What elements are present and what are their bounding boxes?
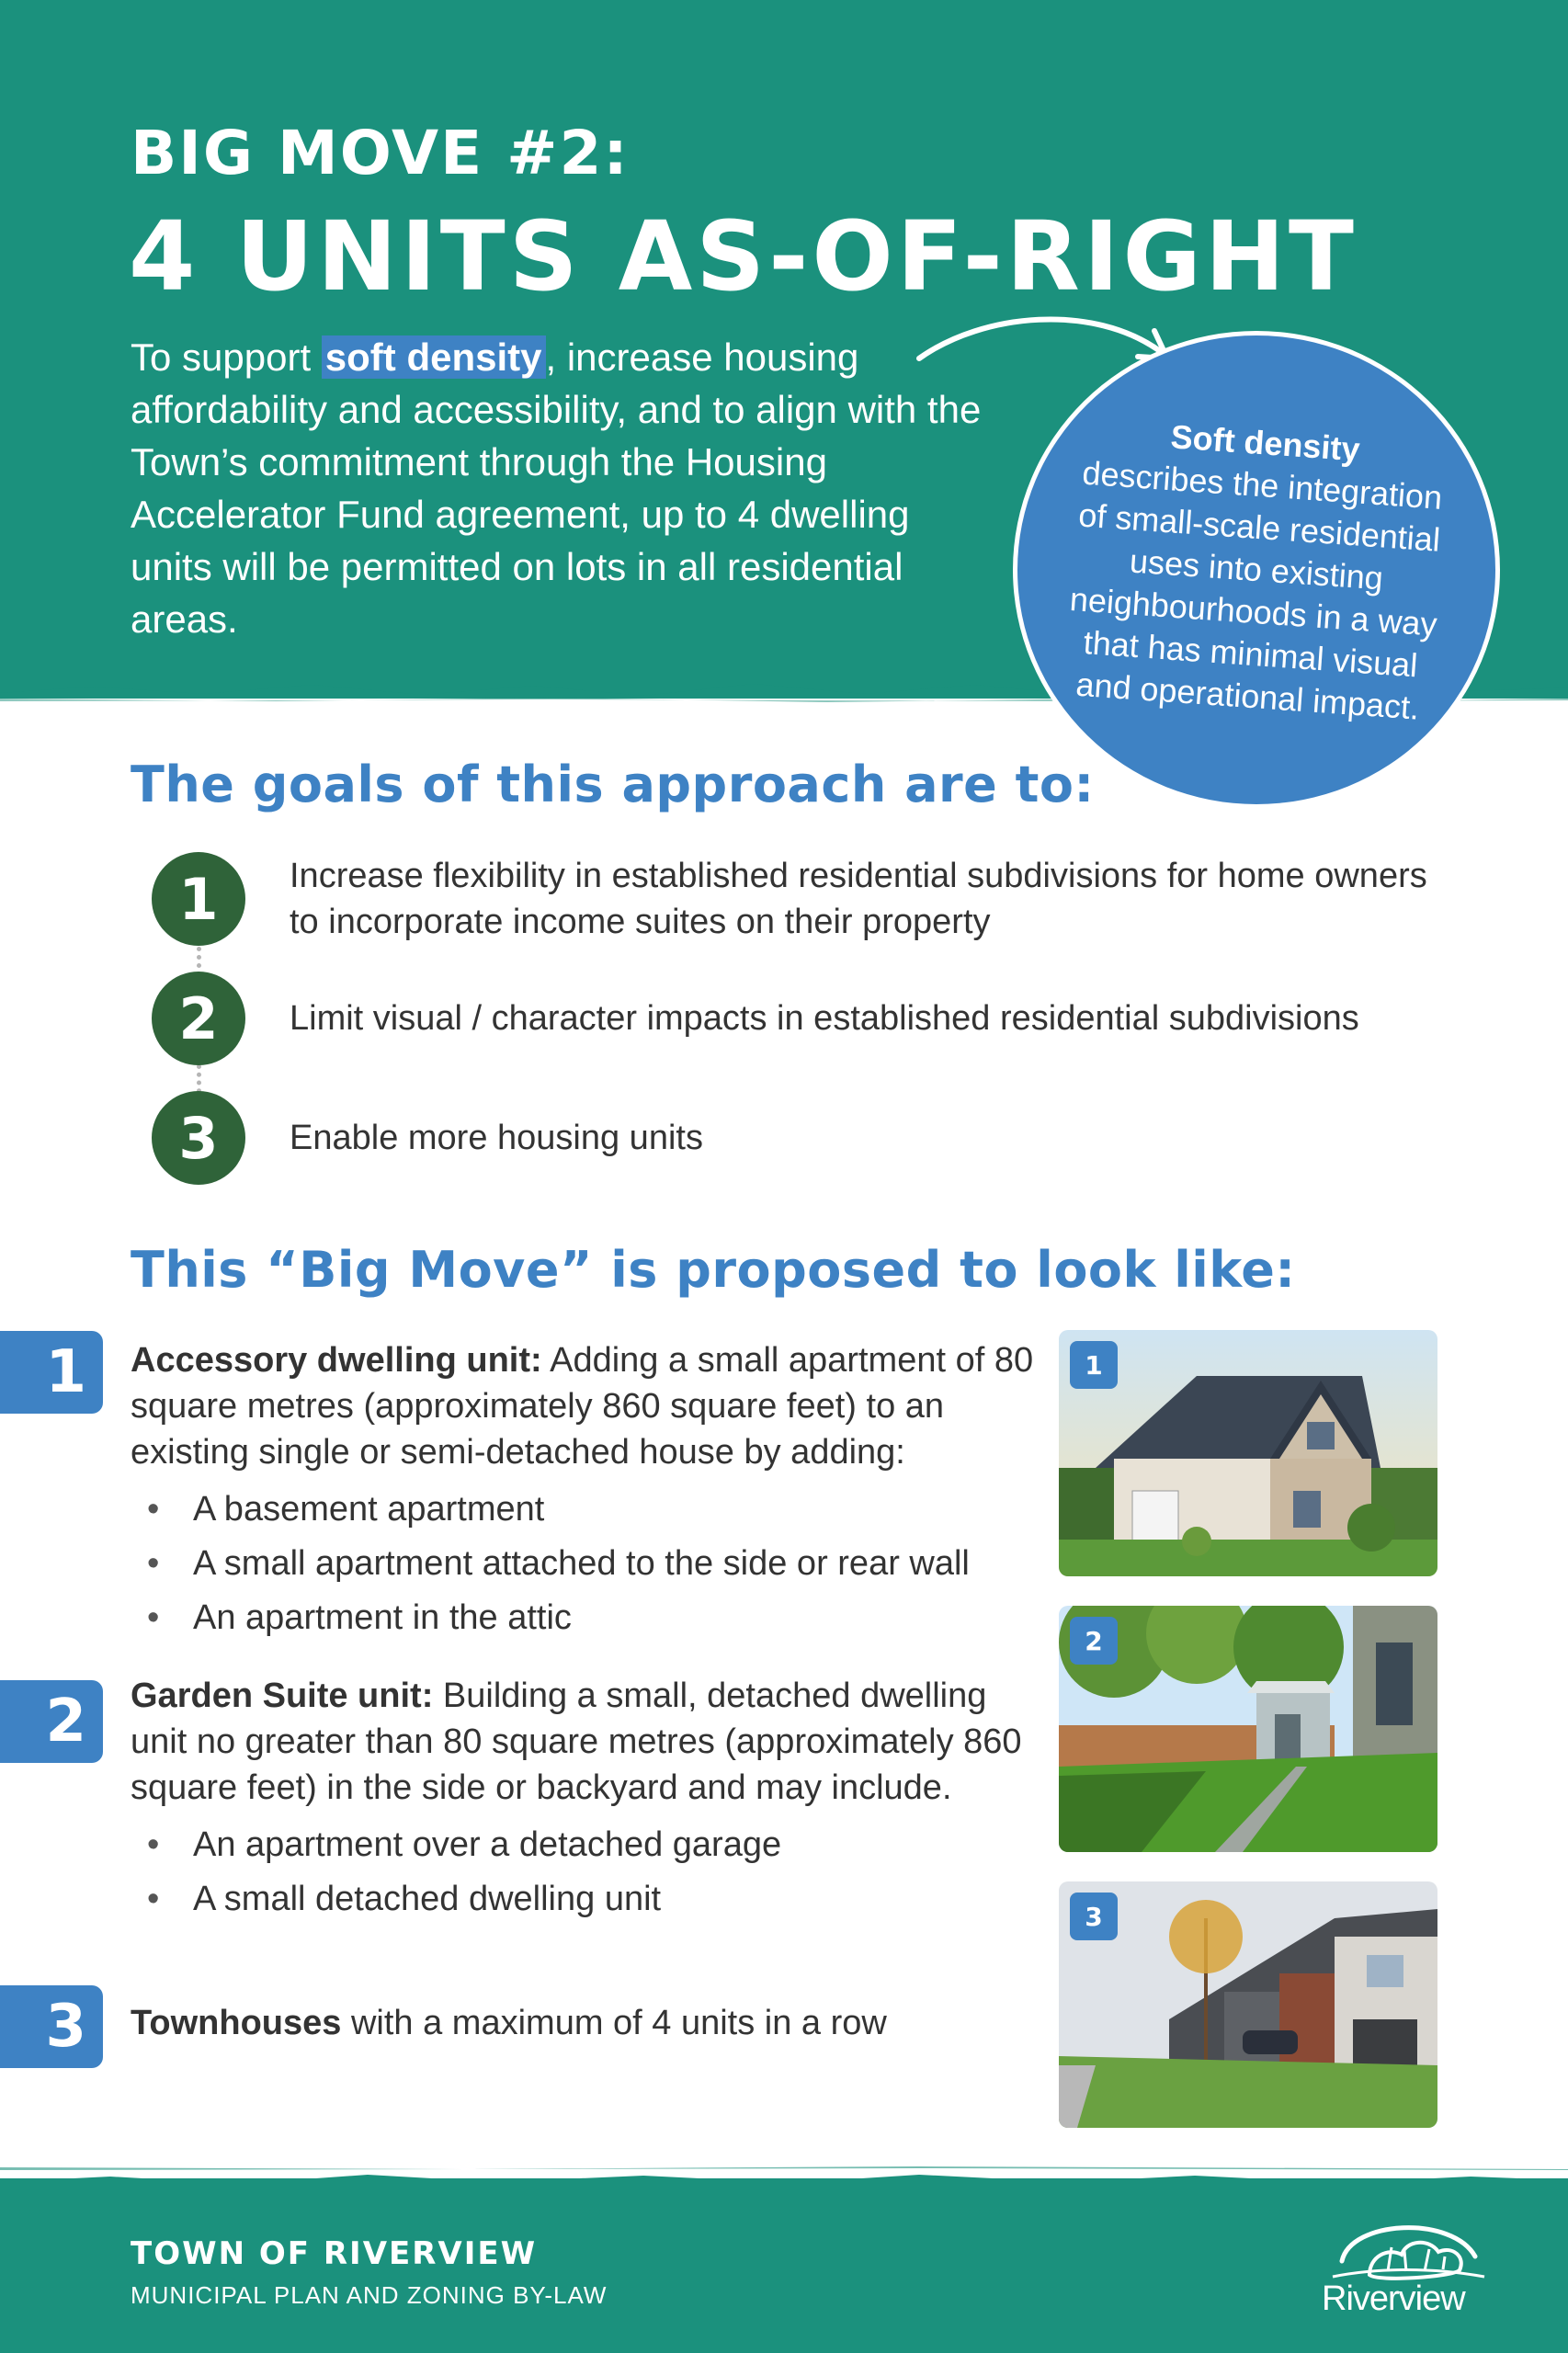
photo-badge: 2 — [1070, 1617, 1118, 1665]
goal-number-badge: 1 — [152, 852, 245, 946]
kicker-text: BIG MOVE #2: — [131, 118, 630, 188]
photo-garden-suite — [1059, 1606, 1437, 1852]
definition-term: Soft density — [1169, 417, 1361, 469]
photo-townhouses — [1059, 1881, 1437, 2128]
list-item: • A basement apartment — [131, 1483, 1040, 1537]
list-item: • An apartment over a detached garage — [131, 1818, 1040, 1872]
bullet-list — [131, 1818, 1040, 1927]
definition-text: describes the integration of small-scale residential uses into existing neighbourhoods in a way that has minimal visual and operational impact. — [1068, 453, 1444, 727]
soft-density-highlight: soft density — [322, 335, 546, 379]
proposal-number-tab: 3 — [0, 1985, 103, 2068]
list-item: • A small apartment attached to the side or rear wall — [131, 1537, 1040, 1591]
goal-text: Limit visual / character impacts in established residential subdivisions — [290, 999, 1359, 1038]
proposal-heading: This “Big Move” is proposed to look like: — [131, 1241, 1296, 1299]
footer-org: TOWN OF RIVERVIEW — [131, 2235, 538, 2272]
proposal-item-title: Garden Suite unit: — [131, 1677, 434, 1715]
list-item: • An apartment in the attic — [131, 1591, 1040, 1645]
goals-heading: The goals of this approach are to: — [131, 756, 1095, 813]
intro-paragraph: To support soft density, increase housing affordability and accessibility, and to align with the Town’s commitment through the Housing Accelerator Fund agreement, up to 4 dwelling units will be permitted on lots in all residential areas. — [131, 335, 982, 641]
proposal-number-tab: 2 — [0, 1680, 103, 1763]
list-item: • A small detached dwelling unit — [131, 1872, 1040, 1927]
soft-density-definition — [1013, 331, 1500, 809]
proposal-item-title: Accessory dwelling unit: — [131, 1341, 542, 1380]
goal-text: Enable more housing units — [290, 1119, 703, 1157]
proposal-item-accessory-dwelling: Accessory dwelling unit: Adding a small apartment of 80 square metres (approximately 860 square feet) to an existing single or semi-detached house by adding: • A basement apartment • A small apartment attached to the side or rear wall • An apartment in the attic — [131, 1337, 1040, 1645]
goal-number-badge: 3 — [152, 1091, 245, 1185]
footer-subtitle: MUNICIPAL PLAN AND ZONING BY-LAW — [131, 2281, 608, 2309]
photo-accessory-dwelling — [1059, 1330, 1437, 1576]
photo-badge: 3 — [1070, 1893, 1118, 1940]
proposal-item-townhouses: Townhouses with a maximum of 4 units in a row — [131, 2004, 887, 2042]
photo-badge: 1 — [1070, 1341, 1118, 1389]
proposal-item-title: Townhouses — [131, 2004, 342, 2042]
page-title: 4 UNITS AS-OF-RIGHT — [129, 200, 1358, 313]
riverview-logo-text: Riverview — [1322, 2279, 1465, 2318]
goal-text: Increase flexibility in established residential subdivisions for home owners to incorporate income suites on their property — [290, 857, 1427, 941]
proposal-number-tab: 1 — [0, 1331, 103, 1414]
proposal-item-garden-suite: Garden Suite unit: Building a small, detached dwelling unit no greater than 80 square metres (approximately 860 square feet) in the side or backyard and may include. • An apartment over a detached garage • A small detached dwelling unit — [131, 1673, 1040, 1927]
bullet-list — [131, 1483, 1040, 1645]
goal-number-badge: 2 — [152, 972, 245, 1065]
